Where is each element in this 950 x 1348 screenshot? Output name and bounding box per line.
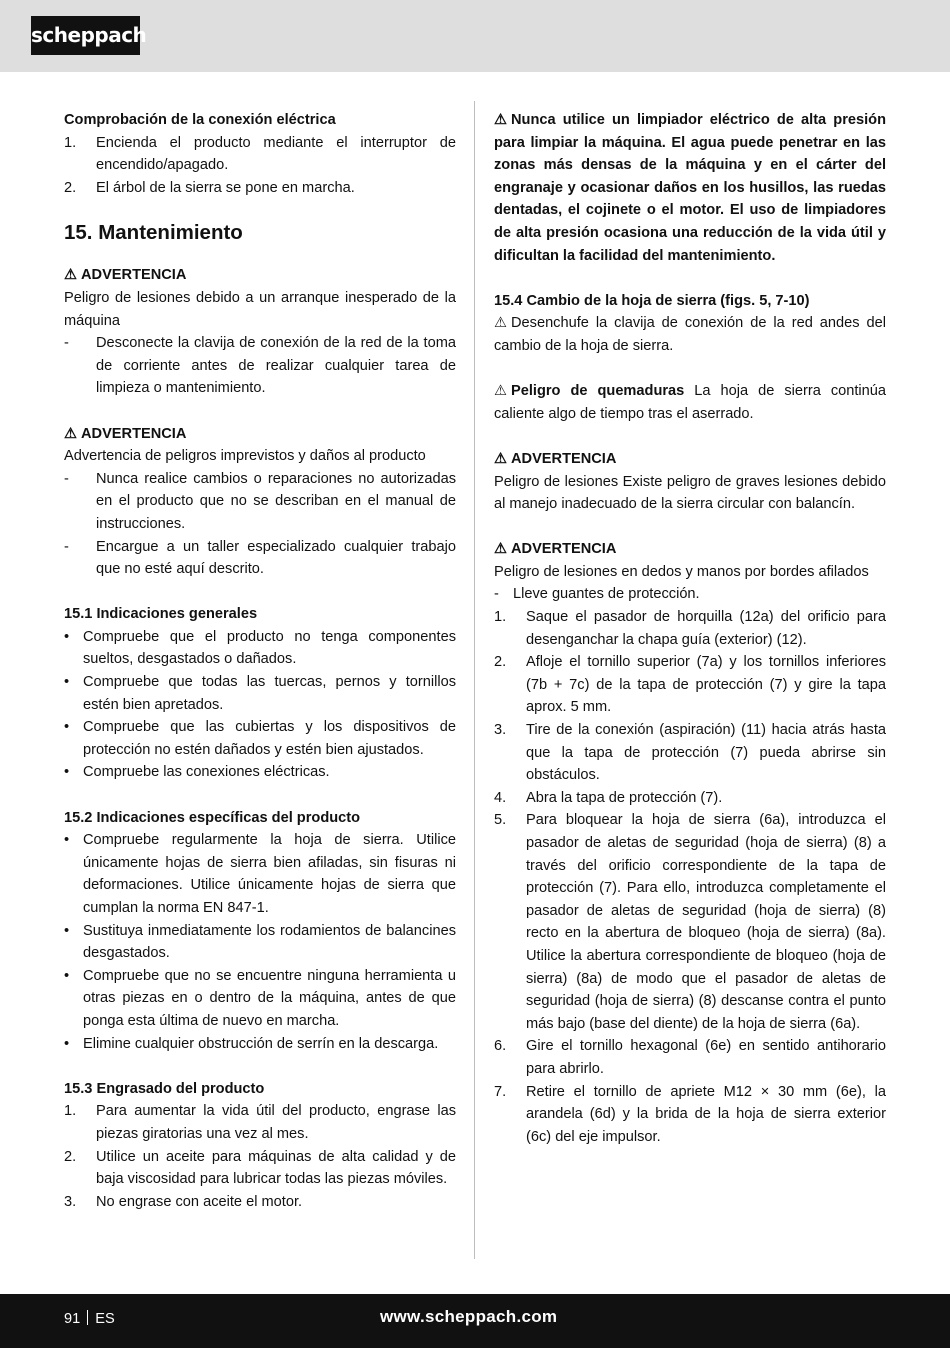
list-item: - Desconecte la clavija de conexión de la red de la toma de corriente antes de realizar cualquier tarea de limpieza o mantenimiento.	[64, 335, 456, 397]
maintenance-heading: 15. Mantenimiento	[64, 221, 243, 245]
list-item: • Elimine cualquier obstrucción de serrín en la descarga.	[64, 1035, 439, 1052]
list-item: 2. El árbol de la sierra se pone en marcha.	[64, 179, 355, 196]
warning-triangle-icon: ⚠	[494, 112, 508, 128]
warning-triangle-icon: ⚠	[494, 541, 508, 558]
list-item: 3. Tire de la conexión (aspiración) (11) hacia atrás hasta que la tapa de protección (7) pueda abrirse sin obstáculos.	[494, 722, 886, 784]
section-15-1-list	[64, 626, 456, 784]
list-item: • Compruebe que no se encuentre ninguna herramienta u otras piezas en o dentro de la máquina, antes de que ponga esta última de nuevo en marcha.	[64, 967, 456, 1029]
list-item: 2. Afloje el tornillo superior (7a) y los tornillos inferiores (7b + 7c) de la tapa de protección (7) y gire la tapa aprox. 5 mm.	[494, 654, 886, 716]
section-15-2-title: 15.2 Indicaciones específicas del producto	[64, 809, 361, 826]
electrical-check-title: Comprobación de la conexión eléctrica	[64, 112, 336, 128]
list-item: • Compruebe que las cubiertas y los dispositivos de protección no estén dañados y estén bien ajustados.	[64, 719, 456, 758]
section-15-4-note: ⚠ Desenchufe la clavija de conexión de la red andes del cambio de la hoja de sierra.	[494, 312, 886, 357]
list-item: 2. Utilice un aceite para máquinas de alta calidad y de baja viscosidad para lubricar todas las piezas móviles.	[64, 1148, 456, 1188]
warning-triangle-icon: ⚠	[494, 315, 508, 332]
list-item: 5. Para bloquear la hoja de sierra (6a), introduzca el pasador de aletas de seguridad (hoja de sierra) (8) a través del orificio correspondiente de la tapa de protección (7). Para ello, introduzca completamente el pasador de aletas de seguridad (hoja de sierra) (8) recto en la abertura de bloqueo (hoja de sierra) (8a). Utilice la abertura correspondiente de bloqueo (hoja de sierra) (8a) de modo que el pasador de aletas de seguridad (hoja de sierra) (8) descanse contra el punto más bajo (base del diente) de la hoja de sierra (6a).	[494, 812, 886, 1032]
burn-warning: ⚠ Peligro de quemaduras La hoja de sierra continúa caliente algo de tiempo tras el aserrado.	[494, 380, 886, 425]
warning-4-label: ⚠ ADVERTENCIA	[494, 538, 886, 561]
warning-2-list	[64, 468, 456, 581]
warning-1-label: ⚠ ADVERTENCIA	[64, 264, 456, 287]
list-item: 1. Encienda el producto mediante el interruptor de encendido/apagado.	[64, 134, 456, 174]
left-column	[64, 109, 456, 1213]
list-item: 1. Para aumentar la vida útil del producto, engrase las piezas giratorias una vez al mes.	[64, 1103, 456, 1142]
warning-1-list	[64, 332, 456, 400]
scheppach-logo: scheppach	[31, 16, 140, 55]
warning-4-text: Peligro de lesiones en dedos y manos por bordes afilados	[494, 563, 869, 580]
list-item: • Compruebe que el producto no tenga componentes sueltos, desgastados o dañados.	[64, 628, 456, 668]
list-item: • Sustituya inmediatamente los rodamientos de balancines desgastados.	[64, 922, 456, 962]
page-footer	[0, 1294, 950, 1348]
warning-3-text: Peligro de lesiones Existe peligro de graves lesiones debido al manejo inadecuado de la sierra circular con balancín.	[494, 473, 886, 513]
page-number: 91 ES	[64, 1311, 115, 1327]
section-15-4-title: 15.4 Cambio de la hoja de sierra (figs. 5, 7-10)	[494, 292, 810, 309]
warning-triangle-icon: ⚠	[64, 267, 78, 284]
pressure-washer-warning: ⚠ Nunca utilice un limpiador eléctrico de alta presión para limpiar la máquina. El agua puede penetrar en las zonas más densas de la máquina y en el cárter del engranaje y ocasionar daños en los husillos, las ruedas dentadas, el cojinete o el motor. El uso de limpiadores de alta presión ocasiona una reducción de la vida útil y dificultan la facilidad del mantenimiento.	[494, 109, 886, 267]
section-15-3-title: 15.3 Engrasado del producto	[64, 1080, 265, 1097]
warning-triangle-icon: ⚠	[494, 383, 508, 400]
page-header	[0, 0, 950, 72]
warning-1-text: Peligro de lesiones debido a un arranque inesperado de la máquina	[64, 289, 456, 329]
warning-triangle-icon: ⚠	[64, 425, 78, 442]
warning-triangle-icon: ⚠	[494, 450, 508, 467]
list-item: 4. Abra la tapa de protección (7).	[494, 789, 723, 806]
warning-2-text: Advertencia de peligros imprevistos y daños al producto	[64, 448, 426, 465]
list-item: - Encargue a un taller especializado cualquier trabajo que no esté aquí descrito.	[64, 538, 456, 578]
list-item: 7. Retire el tornillo de apriete M12 × 30 mm (6e), la arandela (6d) y la brida de la hoja de sierra exterior (6c) del eje impulsor.	[494, 1083, 886, 1145]
blade-change-steps	[494, 606, 886, 1148]
gloves-item: - Lleve guantes de protección.	[494, 586, 700, 603]
electrical-check-list	[64, 132, 456, 200]
section-15-2-list	[64, 829, 456, 1055]
list-item: • Compruebe regularmente la hoja de sierra. Utilice únicamente hojas de sierra bien afiladas, sin fisuras ni deformaciones. Utilice únicamente hojas de sierra que cumplan la norma EN 847-1.	[64, 832, 456, 916]
right-column	[494, 109, 886, 1148]
list-item: 3. No engrase con aceite el motor.	[64, 1193, 303, 1210]
list-item: 6. Gire el tornillo hexagonal (6e) en sentido antihorario para abrirlo.	[494, 1038, 886, 1077]
list-item: • Compruebe las conexiones eléctricas.	[64, 764, 330, 781]
list-item: • Compruebe que todas las tuercas, pernos y tornillos estén bien apretados.	[64, 674, 456, 713]
website-url: www.scheppach.com	[380, 1307, 558, 1326]
warning-2-label: ⚠ ADVERTENCIA	[64, 423, 456, 446]
column-divider	[474, 101, 475, 1259]
list-item: 1. Saque el pasador de horquilla (12a) del orificio para desenganchar la chapa guía (exterior) (12).	[494, 609, 886, 648]
section-15-1-title: 15.1 Indicaciones generales	[64, 606, 258, 623]
section-15-3-list	[64, 1100, 456, 1213]
list-item: - Nunca realice cambios o reparaciones no autorizadas en el producto que no se describan en el manual de instrucciones.	[64, 470, 456, 532]
warning-3-label: ⚠ ADVERTENCIA	[494, 448, 886, 471]
